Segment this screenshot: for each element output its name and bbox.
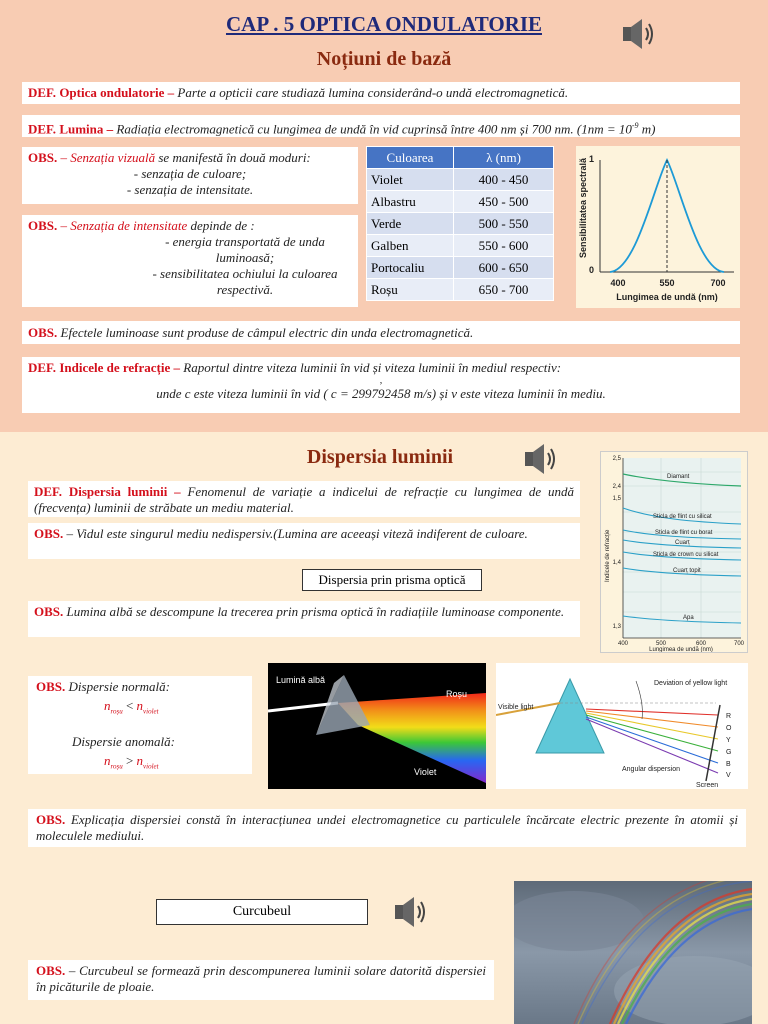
x-tick: 700 [710, 278, 726, 288]
table-cell: 550 - 600 [454, 235, 554, 257]
subscript-rosu: roșu [110, 707, 123, 716]
obs-text: depinde de : [187, 218, 255, 233]
subscript-violet: violet [143, 762, 159, 771]
subscript-rosu: roșu [110, 762, 123, 771]
color-label: G [726, 749, 732, 756]
prism-dispersion-label: Dispersia prin prisma optică [302, 569, 482, 591]
n-symbol: n [104, 698, 111, 713]
label-white-light: Lumină albă [276, 675, 326, 685]
color-label: V [726, 772, 731, 779]
table-cell: 500 - 550 [454, 213, 554, 235]
formula-anomalous [36, 753, 244, 775]
y-axis-label: Indicele de refracție [605, 529, 611, 582]
n-symbol: n [104, 752, 111, 768]
list-item: - energia transportată de unda luminoasă; [165, 234, 325, 265]
x-tick: 400 [610, 278, 626, 288]
column-header: λ (nm) [454, 147, 554, 169]
label-red: Roșu [446, 689, 468, 699]
column-header: Culoarea [367, 147, 454, 169]
page-title: CAP . 5 OPTICA ONDULATORIE [225, 12, 542, 36]
def-tail: m) [638, 121, 656, 137]
list-item: - sensibilitatea ochiului la culoarea respectivă. [152, 266, 338, 297]
obs-alba [28, 601, 580, 637]
prism-diagram [496, 663, 748, 789]
color-label: Y [726, 737, 731, 744]
def-tag: DEF. [28, 360, 57, 375]
x-tick: 400 [617, 641, 629, 647]
less-than: < [125, 698, 134, 713]
y-tick: 1,4 [612, 560, 621, 566]
def-term: Indicele de refracție – [59, 360, 181, 375]
label-deviation: Deviation of yellow light [654, 680, 728, 687]
series-label: Sticla de flint cu silicat [653, 514, 712, 520]
obs-term: – Senzația de intensitate [60, 218, 188, 233]
table-cell: 400 - 450 [454, 169, 554, 191]
obs-vizuala [22, 147, 358, 204]
table-row [367, 169, 554, 191]
rainbow-photo [514, 881, 752, 1024]
series-label: Apa [683, 615, 694, 621]
exponent: -9 [631, 121, 639, 130]
x-tick: 500 [655, 641, 667, 647]
formula-normal [36, 698, 244, 720]
def-tag: DEF. [34, 484, 63, 499]
speaker-icon[interactable] [392, 893, 430, 931]
normal-dispersion-label: Dispersie normală: [65, 679, 170, 694]
color-label: O [726, 725, 732, 732]
dispersion-title: Dispersia luminii [306, 446, 454, 468]
obs-tag: OBS. [28, 150, 58, 165]
greater-than: > [125, 752, 134, 768]
obs-normala [28, 676, 252, 774]
table-cell: Verde [367, 213, 454, 235]
obs-tag: OBS. [36, 963, 66, 978]
def-text: Radiația electromagnetică cu lungimea de undă în vid cuprinsă între 400 nm și 700 nm. (1nm = 10 [113, 121, 632, 137]
color-table [366, 146, 554, 301]
obs-text: – Vidul este singurul mediu nedispersiv.(Lumina are aceeași viteză indiferent de culoare. [63, 526, 528, 541]
label-screen: Screen [696, 782, 719, 789]
def-text: Parte a opticii care studiază lumina considerând-o undă electromagnetică. [174, 85, 569, 100]
n-symbol: n [136, 698, 144, 713]
def-term: Lumina – [59, 121, 114, 137]
table-cell: Albastru [367, 191, 454, 213]
def-text: Fenomenul de variație a indicelui de refracție cu lungimea de undă (frecvența) luminii de străbate un mediu material. [34, 484, 574, 515]
y-axis-label: Sensibilitatea spectrală [578, 157, 588, 258]
table-cell: 450 - 500 [454, 191, 554, 213]
obs-term: – Senzația vizuală [60, 150, 156, 165]
table-cell: Galben [367, 235, 454, 257]
subscript-violet: violet [143, 707, 159, 716]
table-row [367, 235, 554, 257]
table-cell: Portocaliu [367, 257, 454, 279]
prism-photo [268, 663, 486, 789]
obs-tag: OBS. [34, 526, 64, 541]
table-header-row [367, 147, 554, 169]
y-tick: 2,5 [612, 456, 621, 462]
def-tag: DEF. [28, 85, 57, 100]
y-tick: 1,3 [612, 624, 621, 630]
y-tick: 1 [588, 154, 594, 164]
section-subtitle: Noțiuni de bază [316, 48, 452, 70]
obs-tag: OBS. [28, 218, 58, 233]
y-tick: 1,5 [612, 496, 621, 502]
table-cell: 600 - 650 [454, 257, 554, 279]
obs-tag: OBS. [34, 604, 64, 619]
def-term: Optica ondulatorie – [59, 85, 175, 100]
def-tag: DEF. [28, 121, 57, 137]
def-lumina [22, 115, 740, 137]
series-label: Diamant [667, 474, 690, 480]
x-axis-label: Lungimea de undă (nm) [616, 292, 718, 302]
color-label: B [726, 761, 731, 768]
table-row [367, 279, 554, 301]
formula-placeholder: , [379, 375, 383, 386]
obs-text: Explicația dispersiei constă în interacțiunea undei electromagnetice cu particulele încărcate electric prezente în atomii și moleculele mediului. [36, 812, 738, 843]
table-row [367, 213, 554, 235]
sensitivity-chart [576, 146, 740, 308]
speaker-icon[interactable] [620, 15, 658, 53]
obs-explicatia [28, 809, 746, 847]
refraction-chart [600, 451, 748, 653]
obs-text: Lumina albă se descompune la trecerea prin prisma optică în radiațiile luminoase componente. [63, 604, 565, 619]
table-cell: Violet [367, 169, 454, 191]
color-label: R [726, 713, 732, 720]
y-tick: 0 [588, 265, 594, 275]
obs-text: Efectele luminoase sunt produse de câmpul electric din unda electromagnetică. [57, 325, 474, 340]
anomalous-dispersion-label: Dispersie anomală: [72, 733, 175, 749]
obs-tag: OBS. [28, 325, 58, 340]
series-label: Cuarț [675, 540, 690, 546]
list-item: - senzația de intensitate. [126, 182, 254, 197]
label-angular-dispersion: Angular dispersion [622, 766, 680, 773]
def-dispersia [28, 481, 580, 517]
obs-intensitate [22, 215, 358, 307]
table-cell: Roșu [367, 279, 454, 301]
x-axis-label: Lungimea de undă (nm) [649, 647, 713, 652]
x-tick: 550 [659, 278, 675, 288]
x-tick: 600 [695, 641, 707, 647]
rainbow-label: Curcubeul [156, 899, 368, 925]
obs-tag: OBS. [36, 679, 66, 694]
def-term: Dispersia luminii – [68, 484, 181, 499]
def-line2: unde c este viteza luminii în vid ( c = 299792458 m/s) și v este viteza luminii în mediu. [156, 386, 606, 401]
series-label: Sticla de crown cu silicat [653, 552, 719, 558]
series-label: Cuarț topit [673, 568, 701, 574]
n-symbol: n [136, 752, 144, 768]
def-optica [22, 82, 740, 104]
obs-tag: OBS. [36, 812, 66, 827]
series-label: Sticla de flint cu borat [655, 530, 713, 536]
table-row [367, 257, 554, 279]
list-item: - senzația de culoare; [133, 166, 247, 181]
table-row [367, 191, 554, 213]
def-text: Raportul dintre viteza luminii în vid și viteza luminii în mediul respectiv: [180, 360, 562, 375]
table-cell: 650 - 700 [454, 279, 554, 301]
obs-curcubeu [28, 960, 494, 1000]
speaker-icon[interactable] [522, 440, 560, 478]
obs-vid [28, 523, 580, 559]
def-indice [22, 357, 740, 413]
obs-efecte [22, 321, 740, 344]
label-violet: Violet [414, 767, 437, 777]
label-visible-light: Visible light [498, 704, 534, 711]
obs-text: – Curcubeul se formează prin descompunerea luminii solare datorită dispersiei în picăturile de ploaie. [36, 963, 486, 994]
y-tick: 2,4 [612, 484, 621, 490]
x-tick: 700 [733, 641, 745, 647]
obs-text: se manifestă în două moduri: [155, 150, 311, 165]
